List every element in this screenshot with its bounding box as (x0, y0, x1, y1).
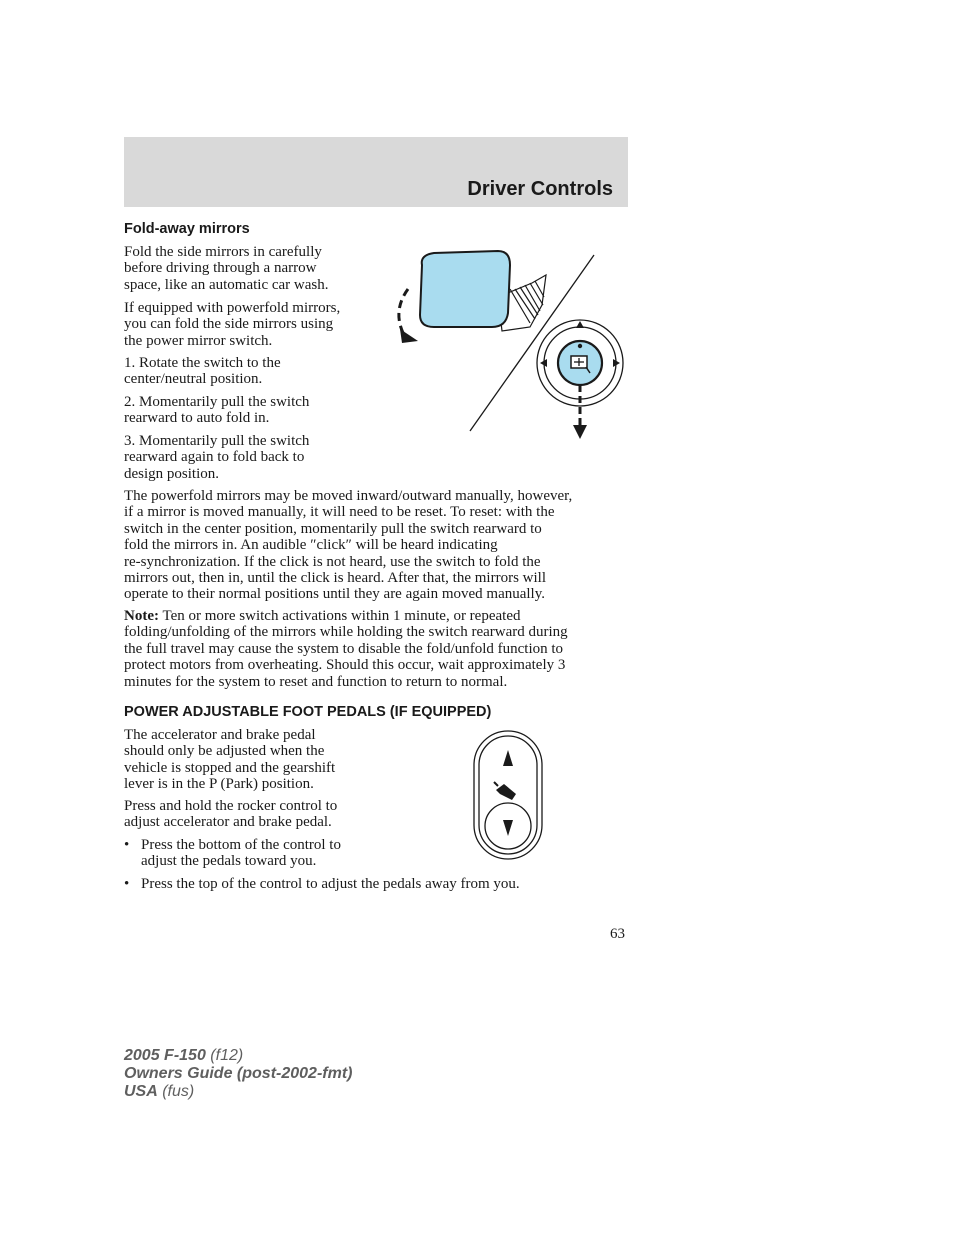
text-line: The powerfold mirrors may be moved inward/outward manually, however, (124, 488, 573, 504)
mirror-switch-icon (537, 320, 623, 439)
powerfold-paragraph (124, 300, 340, 349)
bullet-item (124, 876, 604, 894)
text-line: switch in the center position, momentarily pull the switch rearward to (124, 520, 542, 537)
step-2 (124, 394, 309, 427)
section-title: Driver Controls (467, 178, 613, 200)
text-line: If equipped with powerfold mirrors, (124, 300, 341, 316)
section-header-band (124, 137, 628, 207)
bullet-dot: • (124, 837, 130, 853)
footer-line-3 (124, 1083, 352, 1101)
text-line: Ten or more switch activations within 1 minute, or repeated (158, 608, 521, 624)
text-line: you can fold the side mirrors using (124, 316, 334, 333)
fold-away-mirrors-heading: Fold-away mirrors (124, 221, 250, 237)
step-1 (124, 355, 281, 388)
footer-line-2 (124, 1065, 352, 1083)
text-line: Press the bottom of the control to (141, 837, 341, 853)
text-line: before driving through a narrow (124, 260, 317, 277)
text-line: adjust the pedals toward you. (141, 853, 317, 870)
text-line: vehicle is stopped and the gearshift (124, 759, 336, 776)
page-number: 63 (610, 926, 625, 942)
text-line: minutes for the system to reset and function to return to normal. (124, 673, 508, 690)
bullet-dot: • (124, 876, 130, 892)
footer-guide: Owners Guide (post-2002-fmt) (124, 1065, 353, 1082)
bullet-item (124, 837, 394, 871)
document-footer (124, 1047, 352, 1101)
pedals-intro-paragraph (124, 727, 335, 793)
text-line: 1. Rotate the switch to the (124, 355, 281, 371)
footer-line-1 (124, 1047, 352, 1065)
text-line: folding/unfolding of the mirrors while holding the switch rearward during (124, 624, 568, 641)
step-3 (124, 433, 309, 482)
text-line: 3. Momentarily pull the switch (124, 433, 310, 449)
text-line: should only be adjusted when the (124, 743, 325, 760)
text-line: Press the top of the control to adjust the pedals away from you. (141, 876, 520, 892)
mirror-glass-icon (420, 251, 510, 327)
text-line: the full travel may cause the system to disable the fold/unfold function to (124, 640, 564, 657)
footer-region: USA (124, 1083, 158, 1100)
text-line: Fold the side mirrors in carefully (124, 244, 322, 260)
footer-region-code: (fus) (157, 1083, 195, 1100)
pedal-rocker-switch-illustration (470, 728, 546, 862)
text-line: Press and hold the rocker control to (124, 798, 338, 814)
text-line: lever is in the P (Park) position. (124, 776, 314, 793)
text-line: rearward to auto fold in. (124, 410, 270, 427)
text-line: protect motors from overheating. Should this occur, wait approximately 3 (124, 657, 566, 674)
text-line: design position. (124, 465, 220, 482)
text-line: adjust accelerator and brake pedal. (124, 814, 332, 831)
text-line: rearward again to fold back to (124, 449, 305, 466)
text-line: 2. Momentarily pull the switch (124, 394, 310, 410)
text-line: fold the mirrors in. An audible ″click″ will be heard indicating (124, 537, 498, 554)
text-line: The accelerator and brake pedal (124, 727, 316, 743)
text-line: mirrors out, then in, until the click is heard. After that, the mirrors will (124, 570, 546, 587)
text-line: re-synchronization. If the click is not heard, use the switch to fold the (124, 553, 541, 570)
text-line: if a mirror is moved manually, it will need to be reset. To reset: with the (124, 504, 555, 521)
foot-pedals-heading: POWER ADJUSTABLE FOOT PEDALS (IF EQUIPPED) (124, 704, 492, 720)
text-line: space, like an automatic car wash. (124, 276, 329, 293)
powerfold-reset-paragraph (124, 488, 572, 603)
fold-intro-paragraph (124, 244, 329, 293)
note-label: Note: (124, 608, 159, 624)
fold-direction-arrow-icon (399, 289, 408, 335)
text-line: operate to their normal positions until they are again moved manually. (124, 586, 545, 603)
rocker-paragraph (124, 798, 337, 831)
mirror-fold-illustration (390, 245, 630, 445)
text-line: the power mirror switch. (124, 332, 273, 349)
footer-model-code: (f12) (205, 1047, 244, 1064)
text-line: center/neutral position. (124, 371, 263, 388)
note-paragraph (124, 608, 568, 690)
footer-model: 2005 F-150 (124, 1047, 206, 1064)
